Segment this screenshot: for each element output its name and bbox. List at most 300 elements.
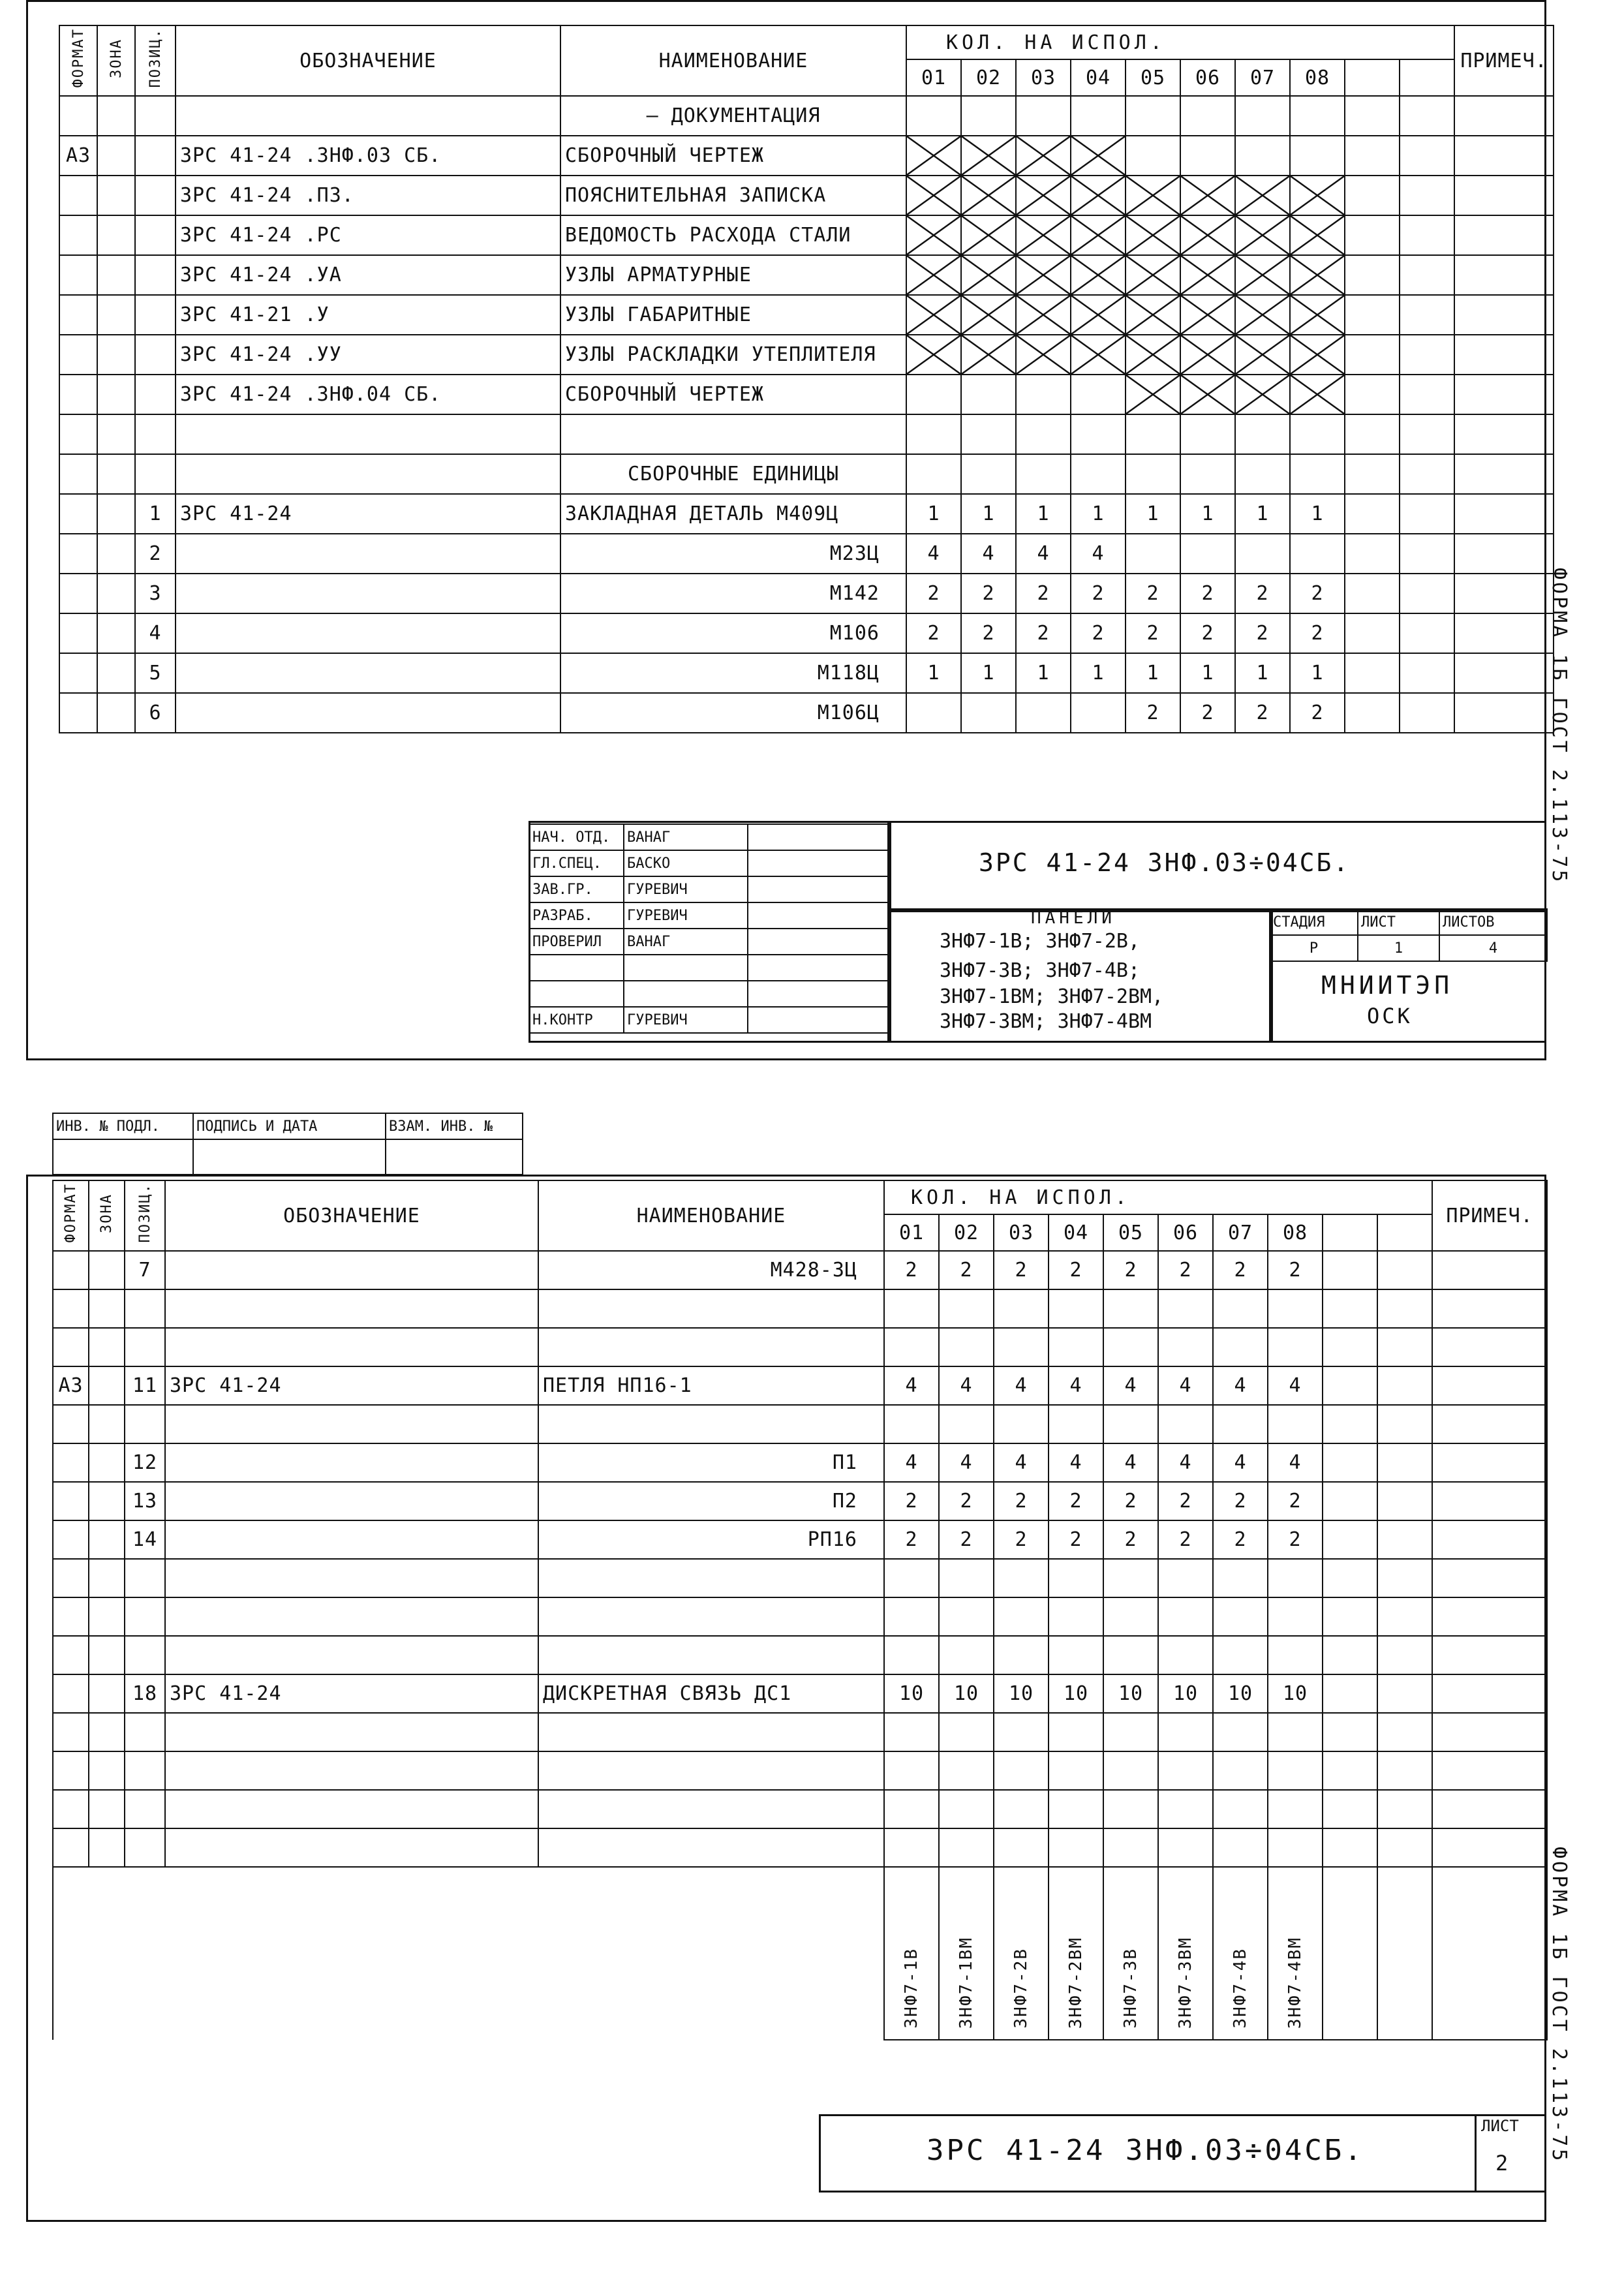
qty-cell [1049,1713,1103,1751]
zone-cell [97,534,135,574]
zone-cell [89,1713,125,1751]
qty-cell: 4 [1213,1366,1268,1405]
qty-cell [1126,255,1180,295]
qty-cell [1016,375,1071,414]
pos-cell [125,1405,165,1443]
extra-cell [1377,1636,1432,1674]
note-cell [1454,96,1554,136]
signature-cell [748,929,888,955]
designation-cell [176,693,560,733]
qty-cell [1071,215,1126,255]
sheet2-variant-04: 04 [1049,1214,1103,1251]
qty-cell: 4 [939,1366,994,1405]
designation-cell [165,1405,538,1443]
extra-cell [1400,693,1454,733]
qty-cell: 2 [1213,1482,1268,1520]
format-cell [59,653,97,693]
qty-cell [1290,96,1345,136]
extra-cell [1345,414,1400,454]
note-cell [1454,255,1554,295]
table-row [53,1828,1547,1867]
qty-cell: 10 [1158,1674,1213,1713]
extra-cell [1400,534,1454,574]
table-row [53,1520,1547,1559]
qty-cell [906,335,961,375]
qty-cell [961,96,1016,136]
sheet1-variant-05: 05 [1126,59,1180,96]
format-cell [59,176,97,215]
zone-cell [89,1636,125,1674]
name-cell [538,1289,884,1328]
qty-cell: 1 [1235,653,1290,693]
qty-cell [1103,1597,1158,1636]
table-row [59,375,1554,414]
qty-cell: 1 [1290,494,1345,534]
qty-cell [1126,414,1180,454]
qty-cell: 2 [961,574,1016,613]
sheets-label: ЛИСТОВ [1439,909,1547,935]
note-cell [1432,1559,1547,1597]
qty-cell: 2 [1103,1251,1158,1289]
designation-cell [165,1251,538,1289]
designation-cell [176,534,560,574]
qty-cell [1158,1713,1213,1751]
qty-cell [961,176,1016,215]
variant-label: 3НФ7-1В [902,1948,921,2029]
zone-cell [89,1289,125,1328]
qty-cell [1071,693,1126,733]
pos-cell [135,136,176,176]
side-form-label-2: ФОРМА 1Б ГОСТ 2.113-75 [1548,1847,1570,2164]
zone-cell [89,1405,125,1443]
designation-cell: 3РС 41-24 .П3. [176,176,560,215]
role-name: ГУРЕВИЧ [624,1007,748,1033]
qty-cell [1071,96,1126,136]
qty-cell [1071,295,1126,335]
sheet1-variant-07: 07 [1235,59,1290,96]
pos-cell [135,176,176,215]
qty-cell [994,1328,1049,1366]
extra-cell [1323,1482,1377,1520]
extra-cell [1377,1482,1432,1520]
qty-cell [1235,454,1290,494]
format-cell [53,1405,89,1443]
header-designation: ОБОЗНАЧЕНИЕ [176,25,560,96]
role-name: ГУРЕВИЧ [624,876,748,902]
extra-cell [1345,375,1400,414]
qty-cell [1180,136,1235,176]
panels-line-3: 3НФ7-1ВМ; 3НФ7-2ВМ, [940,985,1164,1008]
zone-cell [89,1674,125,1713]
qty-cell [1158,1405,1213,1443]
qty-cell [1049,1790,1103,1828]
qty-cell: 2 [884,1520,939,1559]
pos-cell: 7 [125,1251,165,1289]
name-cell: М106Ц [560,693,906,733]
table-row [53,1751,1547,1790]
sheet-label: ЛИСТ [1358,909,1439,935]
qty-cell: 2 [1235,693,1290,733]
sign-date-label: ПОДПИСЬ И ДАТА [193,1113,386,1139]
qty-cell [884,1751,939,1790]
qty-cell [1049,1559,1103,1597]
qty-cell [1016,176,1071,215]
sheet2-sheet-value: 2 [1495,2151,1509,2176]
variant-label-cell [1049,1867,1103,2040]
qty-cell [1049,1828,1103,1867]
format-cell [53,1289,89,1328]
note-cell [1432,1405,1547,1443]
qty-cell: 1 [1235,494,1290,534]
qty-cell [906,414,961,454]
qty-cell: 10 [939,1674,994,1713]
pos-cell [125,1790,165,1828]
qty-cell: 2 [1071,613,1126,653]
qty-cell [961,295,1016,335]
format-cell [53,1828,89,1867]
table-row [59,414,1554,454]
qty-cell [1071,255,1126,295]
extra-cell [1377,1751,1432,1790]
qty-cell [884,1559,939,1597]
name-cell: М106 [560,613,906,653]
qty-cell [939,1713,994,1751]
table-row [53,1559,1547,1597]
name-cell [538,1751,884,1790]
qty-cell [884,1790,939,1828]
extra-cell [1400,574,1454,613]
extra-cell [1377,1251,1432,1289]
extra-cell [1377,1559,1432,1597]
qty-cell: 1 [1071,494,1126,534]
pos-cell [125,1828,165,1867]
sheet2-variant-02: 02 [939,1214,994,1251]
qty-cell [994,1790,1049,1828]
qty-cell [1071,375,1126,414]
variant-label: 3НФ7-4В [1231,1948,1250,2029]
qty-cell [1290,176,1345,215]
pos-cell [125,1559,165,1597]
qty-cell [994,1713,1049,1751]
name-cell: М142 [560,574,906,613]
qty-cell [884,1828,939,1867]
qty-cell: 1 [1071,653,1126,693]
pos-cell [135,215,176,255]
designation-cell [176,414,560,454]
qty-cell [1235,255,1290,295]
table-row [53,1636,1547,1674]
name-cell [538,1790,884,1828]
format-cell [53,1597,89,1636]
qty-cell [1071,335,1126,375]
qty-cell: 2 [906,613,961,653]
qty-cell [994,1405,1049,1443]
note-cell [1454,494,1554,534]
table-row [59,295,1554,335]
qty-cell [961,693,1016,733]
extra-cell [1345,653,1400,693]
name-cell: ПЕТЛЯ НП16-1 [538,1366,884,1405]
qty-cell [1103,1289,1158,1328]
qty-cell [884,1328,939,1366]
header-pos-2: ПОЗИЦ. [125,1180,165,1251]
qty-cell [1213,1636,1268,1674]
name-cell: – ДОКУМЕНТАЦИЯ [560,96,906,136]
org-sub: ОСК [1367,1004,1413,1028]
qty-cell [1268,1328,1323,1366]
extra-cell [1345,96,1400,136]
qty-cell [1158,1289,1213,1328]
extra-cell [1345,494,1400,534]
designation-cell [165,1828,538,1867]
table-row [53,1713,1547,1751]
qty-cell: 1 [1016,653,1071,693]
format-cell [59,96,97,136]
extra-cell [1345,176,1400,215]
designation-cell [165,1559,538,1597]
panels-line-2: 3НФ7-3В; 3НФ7-4В; [940,959,1141,982]
qty-cell [961,255,1016,295]
extra-cell [1345,295,1400,335]
zone-cell [97,693,135,733]
side-form-label-1: ФОРМА 1Б ГОСТ 2.113-75 [1548,568,1570,885]
name-cell: ПОЯСНИТЕЛЬНАЯ ЗАПИСКА [560,176,906,215]
extra-cell [1377,1405,1432,1443]
qty-cell: 4 [1071,534,1126,574]
qty-cell [1180,454,1235,494]
name-cell [538,1328,884,1366]
qty-cell [884,1597,939,1636]
variant-label: 3НФ7-2ВМ [1066,1936,1086,2029]
qty-cell: 2 [939,1251,994,1289]
signature-cell [748,981,888,1007]
extra-cell [1400,454,1454,494]
signature-cell [748,902,888,929]
role-label: НАЧ. ОТД. [529,824,624,850]
qty-cell [1103,1636,1158,1674]
qty-cell [1158,1328,1213,1366]
signature-cell [748,876,888,902]
title-block-signatures [529,823,889,1034]
note-cell [1432,1828,1547,1867]
qty-cell [1290,335,1345,375]
zone-cell [89,1366,125,1405]
note-cell [1454,414,1554,454]
designation-cell: 3РС 41-24 .3НФ.03 СБ. [176,136,560,176]
qty-cell: 2 [1049,1251,1103,1289]
table-row [53,1328,1547,1366]
note-cell [1432,1520,1547,1559]
extra-cell [1323,1751,1377,1790]
qty-cell: 1 [1016,494,1071,534]
qty-cell [1180,414,1235,454]
qty-cell: 1 [906,653,961,693]
note-cell [1454,534,1554,574]
role-name [624,955,748,981]
sheet2-doc-code: 3РС 41-24 3НФ.03÷04СБ. [927,2134,1364,2167]
note-cell [1454,215,1554,255]
note-cell [1454,375,1554,414]
table-row [59,534,1554,574]
extra-cell [1377,1713,1432,1751]
qty-cell [1158,1559,1213,1597]
extra-cell [1323,1713,1377,1751]
qty-cell: 10 [1103,1674,1158,1713]
name-cell: РП16 [538,1520,884,1559]
qty-cell [961,215,1016,255]
zone-cell [89,1751,125,1790]
variant-label-cell [1158,1867,1213,2040]
qty-cell [1235,414,1290,454]
note-cell [1454,136,1554,176]
qty-cell: 4 [906,534,961,574]
qty-cell [1071,414,1126,454]
note-cell [1432,1366,1547,1405]
qty-cell [1126,215,1180,255]
designation-cell [165,1520,538,1559]
zone-cell [97,613,135,653]
qty-cell [1213,1328,1268,1366]
note-cell [1432,1289,1547,1328]
qty-cell: 2 [1103,1482,1158,1520]
table-row [53,1289,1547,1328]
variant-label-cell [994,1867,1049,2040]
pos-cell: 6 [135,693,176,733]
qty-cell [906,375,961,414]
extra-cell [1400,653,1454,693]
qty-cell [1235,335,1290,375]
title-doc-code: 3РС 41-24 3НФ.03÷04СБ. [979,848,1351,877]
qty-cell [884,1713,939,1751]
qty-cell [906,454,961,494]
extra-cell [1400,215,1454,255]
table-row [53,1251,1547,1289]
note-cell [1454,335,1554,375]
qty-cell [1268,1289,1323,1328]
designation-cell [165,1482,538,1520]
extra-cell [1400,613,1454,653]
qty-cell [1213,1751,1268,1790]
qty-cell [1268,1636,1323,1674]
name-cell: УЗЛЫ ГАБАРИТНЫЕ [560,295,906,335]
table-row [59,176,1554,215]
qty-cell [1016,295,1071,335]
pos-cell [135,295,176,335]
qty-cell: 2 [1158,1251,1213,1289]
extra-cell [1345,255,1400,295]
qty-cell [1049,1636,1103,1674]
qty-cell [939,1405,994,1443]
qty-cell [1180,335,1235,375]
qty-cell [1290,136,1345,176]
table-row [59,255,1554,295]
qty-cell: 2 [994,1251,1049,1289]
qty-cell [906,96,961,136]
extra-cell [1323,1559,1377,1597]
sheet-value: 1 [1358,935,1439,961]
qty-cell [906,215,961,255]
qty-cell [1235,534,1290,574]
qty-cell [1180,96,1235,136]
qty-cell [906,693,961,733]
qty-cell [1103,1828,1158,1867]
qty-cell [1290,255,1345,295]
name-cell: СБОРОЧНЫЙ ЧЕРТЕЖ [560,136,906,176]
extra-cell [1377,1674,1432,1713]
qty-cell [1290,215,1345,255]
qty-cell [1126,375,1180,414]
qty-cell [1016,96,1071,136]
inv-label: ИНВ. № ПОДЛ. [53,1113,193,1139]
qty-cell [1180,255,1235,295]
zone-cell [97,176,135,215]
note-cell [1432,1597,1547,1636]
role-name: ВАНАГ [624,929,748,955]
pos-cell: 4 [135,613,176,653]
qty-cell [906,136,961,176]
qty-cell: 2 [1213,1251,1268,1289]
name-cell: УЗЛЫ АРМАТУРНЫЕ [560,255,906,295]
qty-cell: 1 [906,494,961,534]
qty-cell: 4 [939,1443,994,1482]
qty-cell [961,454,1016,494]
pos-cell: 3 [135,574,176,613]
qty-cell [1235,215,1290,255]
pos-cell [125,1328,165,1366]
qty-cell: 2 [1180,693,1235,733]
pos-cell [135,255,176,295]
qty-cell [1071,454,1126,494]
note-cell [1432,1482,1547,1520]
qty-cell [884,1289,939,1328]
zone-cell [97,295,135,335]
qty-cell [906,295,961,335]
extra-cell [1345,454,1400,494]
role-name: ВАНАГ [624,824,748,850]
note-cell [1432,1790,1547,1828]
name-cell [538,1405,884,1443]
header-zone-2: ЗОНА [89,1180,125,1251]
format-cell [53,1790,89,1828]
name-cell: ДИСКРЕТНАЯ СВЯЗЬ ДС1 [538,1674,884,1713]
qty-cell: 2 [939,1482,994,1520]
qty-cell [1103,1713,1158,1751]
qty-cell: 2 [994,1520,1049,1559]
format-cell [59,613,97,653]
name-cell: М428-3Ц [538,1251,884,1289]
pos-cell [125,1636,165,1674]
qty-cell [994,1636,1049,1674]
note-cell [1454,176,1554,215]
qty-cell [1103,1328,1158,1366]
zone-cell [89,1597,125,1636]
qty-cell: 2 [1071,574,1126,613]
qty-cell: 4 [1213,1443,1268,1482]
qty-cell [939,1289,994,1328]
qty-cell: 4 [961,534,1016,574]
extra-cell [1400,176,1454,215]
note-cell [1454,613,1554,653]
qty-cell: 2 [1180,613,1235,653]
extra-cell [1345,534,1400,574]
qty-cell: 4 [1103,1366,1158,1405]
qty-cell [1016,454,1071,494]
signature-cell [748,955,888,981]
qty-cell: 1 [1180,494,1235,534]
signature-cell [748,1007,888,1033]
format-cell [59,255,97,295]
extra-cell [1323,1443,1377,1482]
